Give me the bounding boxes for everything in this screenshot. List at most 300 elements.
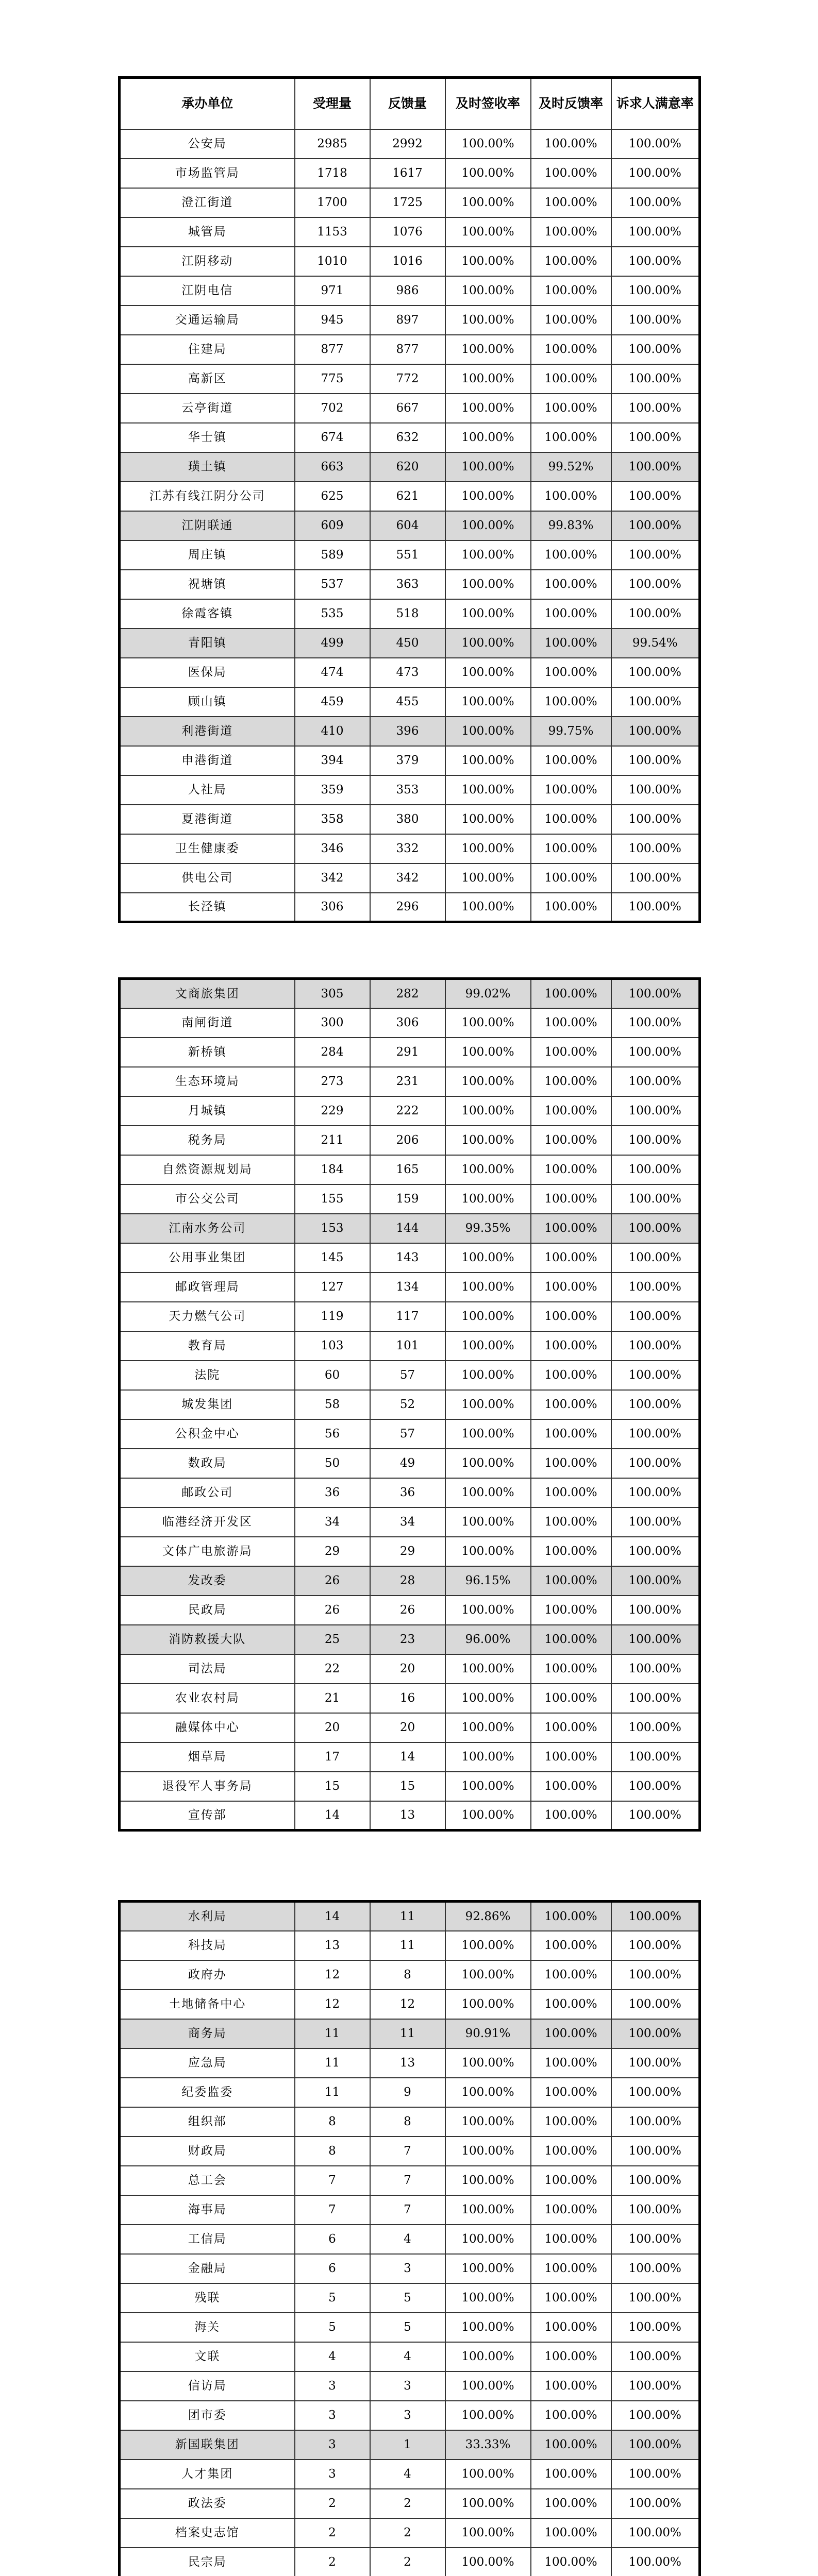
unit-name-cell: 组织部 — [120, 2107, 295, 2137]
unit-name-cell: 市公交公司 — [120, 1184, 295, 1214]
unit-name-cell: 市场监管局 — [120, 159, 295, 188]
value-cell-fb: 632 — [370, 423, 445, 452]
value-cell-sign: 100.00% — [445, 746, 531, 775]
value-cell-fbr: 100.00% — [531, 2048, 611, 2078]
value-cell-sign: 100.00% — [445, 863, 531, 893]
value-cell-sat: 100.00% — [611, 2489, 700, 2518]
value-cell-acc: 103 — [295, 1331, 370, 1361]
value-cell-sign: 100.00% — [445, 658, 531, 687]
unit-name-cell: 邮政公司 — [120, 1478, 295, 1507]
value-cell-sign: 33.33% — [445, 2430, 531, 2460]
value-cell-acc: 21 — [295, 1684, 370, 1713]
value-cell-acc: 273 — [295, 1067, 370, 1096]
table-row — [120, 1654, 700, 1684]
unit-name-cell: 文商旅集团 — [120, 979, 295, 1008]
value-cell-sat: 100.00% — [611, 599, 700, 629]
value-cell-acc: 306 — [295, 893, 370, 922]
value-cell-fb: 101 — [370, 1331, 445, 1361]
value-cell-acc: 1718 — [295, 159, 370, 188]
value-cell-fb: 620 — [370, 452, 445, 482]
table-row — [120, 1566, 700, 1596]
value-cell-fb: 551 — [370, 540, 445, 570]
value-cell-acc: 625 — [295, 482, 370, 511]
value-cell-sat: 100.00% — [611, 1772, 700, 1801]
value-cell-sat: 100.00% — [611, 805, 700, 834]
value-cell-sign: 100.00% — [445, 2137, 531, 2166]
value-cell-acc: 459 — [295, 687, 370, 717]
value-cell-sat: 100.00% — [611, 2107, 700, 2137]
value-cell-fb: 20 — [370, 1654, 445, 1684]
value-cell-fb: 379 — [370, 746, 445, 775]
value-cell-sign: 100.00% — [445, 2313, 531, 2342]
value-cell-fbr: 100.00% — [531, 2460, 611, 2489]
value-cell-sat: 100.00% — [611, 2195, 700, 2225]
value-cell-fbr: 100.00% — [531, 1243, 611, 1273]
table-row — [120, 805, 700, 834]
value-cell-fbr: 100.00% — [531, 540, 611, 570]
value-cell-sign: 100.00% — [445, 482, 531, 511]
value-cell-fbr: 100.00% — [531, 1801, 611, 1831]
value-cell-acc: 11 — [295, 2078, 370, 2107]
unit-name-cell: 海事局 — [120, 2195, 295, 2225]
value-cell-acc: 15 — [295, 1772, 370, 1801]
table-row — [120, 1478, 700, 1507]
value-cell-sat: 100.00% — [611, 452, 700, 482]
value-cell-sat: 100.00% — [611, 1302, 700, 1331]
table-row — [120, 2342, 700, 2371]
value-cell-sat: 100.00% — [611, 1243, 700, 1273]
value-cell-fbr: 100.00% — [531, 2518, 611, 2548]
value-cell-fbr: 100.00% — [531, 775, 611, 805]
value-cell-fbr: 100.00% — [531, 629, 611, 658]
value-cell-fb: 332 — [370, 834, 445, 863]
value-cell-acc: 56 — [295, 1419, 370, 1449]
value-cell-acc: 499 — [295, 629, 370, 658]
value-cell-sign: 100.00% — [445, 1713, 531, 1742]
value-cell-acc: 3 — [295, 2401, 370, 2430]
value-cell-acc: 1153 — [295, 217, 370, 247]
value-cell-fb: 2 — [370, 2548, 445, 2576]
value-cell-acc: 13 — [295, 1931, 370, 1960]
value-cell-fbr: 100.00% — [531, 217, 611, 247]
unit-name-cell: 长泾镇 — [120, 893, 295, 922]
value-cell-acc: 50 — [295, 1449, 370, 1478]
unit-name-cell: 卫生健康委 — [120, 834, 295, 863]
value-cell-sign: 100.00% — [445, 893, 531, 922]
value-cell-acc: 1700 — [295, 188, 370, 217]
value-cell-sign: 100.00% — [445, 1331, 531, 1361]
value-cell-acc: 26 — [295, 1596, 370, 1625]
value-cell-fbr: 100.00% — [531, 1742, 611, 1772]
unit-name-cell: 高新区 — [120, 364, 295, 394]
value-cell-sign: 100.00% — [445, 335, 531, 364]
value-cell-sat: 100.00% — [611, 2019, 700, 2048]
unit-name-cell: 农业农村局 — [120, 1684, 295, 1713]
value-cell-sign: 100.00% — [445, 2401, 531, 2430]
value-cell-sign: 100.00% — [445, 1742, 531, 1772]
value-cell-sign: 100.00% — [445, 2489, 531, 2518]
value-cell-sign: 100.00% — [445, 1096, 531, 1126]
value-cell-acc: 229 — [295, 1096, 370, 1126]
column-header: 反馈量 — [370, 78, 445, 129]
value-cell-sign: 100.00% — [445, 2195, 531, 2225]
table-row — [120, 717, 700, 746]
table-row — [120, 570, 700, 599]
value-cell-sign: 92.86% — [445, 1902, 531, 1931]
value-cell-sign: 100.00% — [445, 1302, 531, 1331]
table-row — [120, 2283, 700, 2313]
value-cell-fb: 12 — [370, 1990, 445, 2019]
table-row — [120, 1449, 700, 1478]
value-cell-acc: 127 — [295, 1273, 370, 1302]
table-row — [120, 1155, 700, 1184]
value-cell-acc: 14 — [295, 1801, 370, 1831]
value-cell-sat: 100.00% — [611, 1155, 700, 1184]
value-cell-fb: 2992 — [370, 129, 445, 159]
value-cell-fbr: 100.00% — [531, 1038, 611, 1067]
value-cell-sat: 100.00% — [611, 188, 700, 217]
value-cell-acc: 663 — [295, 452, 370, 482]
value-cell-acc: 60 — [295, 1361, 370, 1390]
table-row — [120, 1625, 700, 1654]
value-cell-sign: 99.35% — [445, 1214, 531, 1243]
value-cell-fb: 13 — [370, 1801, 445, 1831]
value-cell-fb: 3 — [370, 2401, 445, 2430]
unit-name-cell: 残联 — [120, 2283, 295, 2313]
value-cell-sign: 100.00% — [445, 306, 531, 335]
value-cell-sign: 100.00% — [445, 2254, 531, 2283]
value-cell-sat: 100.00% — [611, 658, 700, 687]
value-cell-fb: 3 — [370, 2371, 445, 2401]
value-cell-sign: 100.00% — [445, 834, 531, 863]
value-cell-fbr: 100.00% — [531, 805, 611, 834]
value-cell-acc: 119 — [295, 1302, 370, 1331]
value-cell-fb: 473 — [370, 658, 445, 687]
value-cell-fb: 353 — [370, 775, 445, 805]
value-cell-sign: 100.00% — [445, 687, 531, 717]
value-cell-fb: 8 — [370, 2107, 445, 2137]
value-cell-sign: 100.00% — [445, 2225, 531, 2254]
value-cell-fb: 206 — [370, 1126, 445, 1155]
value-cell-fb: 14 — [370, 1742, 445, 1772]
value-cell-sign: 100.00% — [445, 423, 531, 452]
value-cell-sign: 100.00% — [445, 1990, 531, 2019]
value-cell-sign: 100.00% — [445, 1449, 531, 1478]
unit-name-cell: 海关 — [120, 2313, 295, 2342]
unit-name-cell: 文联 — [120, 2342, 295, 2371]
table-row — [120, 2401, 700, 2430]
table-row — [120, 2048, 700, 2078]
value-cell-fbr: 100.00% — [531, 276, 611, 306]
value-cell-acc: 474 — [295, 658, 370, 687]
value-cell-fb: 2 — [370, 2518, 445, 2548]
table-row — [120, 1008, 700, 1038]
value-cell-sign: 100.00% — [445, 2048, 531, 2078]
value-cell-sat: 100.00% — [611, 1654, 700, 1684]
value-cell-fb: 11 — [370, 1931, 445, 1960]
value-cell-fb: 143 — [370, 1243, 445, 1273]
table-row — [120, 1067, 700, 1096]
value-cell-sat: 100.00% — [611, 2048, 700, 2078]
value-cell-fb: 23 — [370, 1625, 445, 1654]
value-cell-fb: 1 — [370, 2430, 445, 2460]
value-cell-sign: 100.00% — [445, 1008, 531, 1038]
unit-name-cell: 周庄镇 — [120, 540, 295, 570]
value-cell-sign: 100.00% — [445, 364, 531, 394]
value-cell-fbr: 100.00% — [531, 2107, 611, 2137]
value-cell-fbr: 100.00% — [531, 570, 611, 599]
value-cell-acc: 155 — [295, 1184, 370, 1214]
table-row — [120, 1507, 700, 1537]
unit-name-cell: 文体广电旅游局 — [120, 1537, 295, 1566]
unit-name-cell: 民政局 — [120, 1596, 295, 1625]
table-row — [120, 1273, 700, 1302]
value-cell-fbr: 100.00% — [531, 1390, 611, 1419]
value-cell-sat: 100.00% — [611, 746, 700, 775]
value-cell-fbr: 100.00% — [531, 2401, 611, 2430]
value-cell-sat: 100.00% — [611, 2460, 700, 2489]
value-cell-fbr: 100.00% — [531, 1507, 611, 1537]
value-cell-fb: 29 — [370, 1537, 445, 1566]
value-cell-fbr: 100.00% — [531, 1449, 611, 1478]
value-cell-sign: 100.00% — [445, 775, 531, 805]
value-cell-sat: 100.00% — [611, 2225, 700, 2254]
value-cell-sign: 96.00% — [445, 1625, 531, 1654]
value-cell-sign: 100.00% — [445, 1155, 531, 1184]
value-cell-fb: 450 — [370, 629, 445, 658]
value-cell-sign: 100.00% — [445, 1390, 531, 1419]
unit-name-cell: 商务局 — [120, 2019, 295, 2048]
value-cell-sat: 100.00% — [611, 1960, 700, 1990]
table-header-row — [120, 78, 700, 129]
value-cell-fb: 986 — [370, 276, 445, 306]
value-cell-acc: 284 — [295, 1038, 370, 1067]
value-cell-sign: 100.00% — [445, 1126, 531, 1155]
table-row — [120, 2518, 700, 2548]
value-cell-acc: 2 — [295, 2548, 370, 2576]
value-cell-fbr: 100.00% — [531, 687, 611, 717]
value-cell-fbr: 99.75% — [531, 717, 611, 746]
unit-name-cell: 青阳镇 — [120, 629, 295, 658]
value-cell-fbr: 100.00% — [531, 1184, 611, 1214]
value-cell-sat: 100.00% — [611, 775, 700, 805]
value-cell-sat: 100.00% — [611, 1684, 700, 1713]
value-cell-fb: 52 — [370, 1390, 445, 1419]
value-cell-fbr: 100.00% — [531, 306, 611, 335]
value-cell-acc: 8 — [295, 2137, 370, 2166]
value-cell-fbr: 100.00% — [531, 2313, 611, 2342]
table-row — [120, 394, 700, 423]
value-cell-fb: 4 — [370, 2342, 445, 2371]
value-cell-fb: 667 — [370, 394, 445, 423]
value-cell-acc: 17 — [295, 1742, 370, 1772]
value-cell-acc: 2 — [295, 2489, 370, 2518]
value-cell-fbr: 100.00% — [531, 1361, 611, 1390]
value-cell-fb: 117 — [370, 1302, 445, 1331]
value-cell-fb: 11 — [370, 1902, 445, 1931]
value-cell-acc: 25 — [295, 1625, 370, 1654]
value-cell-fbr: 100.00% — [531, 1096, 611, 1126]
value-cell-fbr: 100.00% — [531, 1155, 611, 1184]
value-cell-acc: 5 — [295, 2313, 370, 2342]
table-row — [120, 1990, 700, 2019]
value-cell-acc: 12 — [295, 1990, 370, 2019]
value-cell-acc: 6 — [295, 2254, 370, 2283]
value-cell-sat: 100.00% — [611, 2254, 700, 2283]
value-cell-acc: 3 — [295, 2430, 370, 2460]
unit-name-cell: 宣传部 — [120, 1801, 295, 1831]
value-cell-fbr: 100.00% — [531, 2195, 611, 2225]
value-cell-sign: 100.00% — [445, 540, 531, 570]
value-cell-fb: 34 — [370, 1507, 445, 1537]
value-cell-acc: 184 — [295, 1155, 370, 1184]
value-cell-sat: 100.00% — [611, 2078, 700, 2107]
value-cell-fbr: 100.00% — [531, 2078, 611, 2107]
data-table-group-2 — [118, 977, 701, 1832]
value-cell-sat: 100.00% — [611, 1990, 700, 2019]
value-cell-sat: 100.00% — [611, 2548, 700, 2576]
table-row — [120, 1902, 700, 1931]
table-row — [120, 188, 700, 217]
value-cell-acc: 702 — [295, 394, 370, 423]
value-cell-sign: 96.15% — [445, 1566, 531, 1596]
table-row — [120, 1302, 700, 1331]
unit-name-cell: 土地储备中心 — [120, 1990, 295, 2019]
value-cell-fb: 222 — [370, 1096, 445, 1126]
unit-name-cell: 纪委监委 — [120, 2078, 295, 2107]
value-cell-acc: 609 — [295, 511, 370, 540]
value-cell-sign: 100.00% — [445, 1801, 531, 1831]
value-cell-sat: 100.00% — [611, 394, 700, 423]
unit-name-cell: 公用事业集团 — [120, 1243, 295, 1273]
value-cell-sat: 100.00% — [611, 1742, 700, 1772]
value-cell-fbr: 100.00% — [531, 2342, 611, 2371]
unit-name-cell: 应急局 — [120, 2048, 295, 2078]
value-cell-acc: 3 — [295, 2460, 370, 2489]
value-cell-sign: 100.00% — [445, 511, 531, 540]
value-cell-fbr: 100.00% — [531, 658, 611, 687]
value-cell-acc: 6 — [295, 2225, 370, 2254]
unit-name-cell: 申港街道 — [120, 746, 295, 775]
value-cell-sat: 100.00% — [611, 129, 700, 159]
value-cell-sat: 100.00% — [611, 1184, 700, 1214]
value-cell-sat: 100.00% — [611, 2371, 700, 2401]
value-cell-fb: 16 — [370, 1684, 445, 1713]
value-cell-sat: 100.00% — [611, 1596, 700, 1625]
unit-name-cell: 祝塘镇 — [120, 570, 295, 599]
unit-name-cell: 工信局 — [120, 2225, 295, 2254]
value-cell-fb: 165 — [370, 1155, 445, 1184]
unit-name-cell: 水利局 — [120, 1902, 295, 1931]
value-cell-fb: 3 — [370, 2254, 445, 2283]
value-cell-sat: 100.00% — [611, 1214, 700, 1243]
value-cell-acc: 22 — [295, 1654, 370, 1684]
value-cell-sign: 100.00% — [445, 599, 531, 629]
value-cell-fb: 144 — [370, 1214, 445, 1243]
value-cell-sign: 99.02% — [445, 979, 531, 1008]
value-cell-fbr: 100.00% — [531, 1931, 611, 1960]
table-row — [120, 511, 700, 540]
value-cell-sat: 100.00% — [611, 1478, 700, 1507]
value-cell-sat: 100.00% — [611, 1625, 700, 1654]
value-cell-acc: 145 — [295, 1243, 370, 1273]
unit-name-cell: 华士镇 — [120, 423, 295, 452]
table-row — [120, 629, 700, 658]
value-cell-sign: 100.00% — [445, 188, 531, 217]
table-row — [120, 1361, 700, 1390]
value-cell-fb: 772 — [370, 364, 445, 394]
unit-name-cell: 金融局 — [120, 2254, 295, 2283]
unit-name-cell: 澄江街道 — [120, 188, 295, 217]
data-table-group-1 — [118, 76, 701, 923]
value-cell-acc: 358 — [295, 805, 370, 834]
value-cell-sat: 100.00% — [611, 1537, 700, 1566]
value-cell-sign: 100.00% — [445, 1273, 531, 1302]
value-cell-sign: 100.00% — [445, 1243, 531, 1273]
value-cell-fb: 363 — [370, 570, 445, 599]
unit-name-cell: 科技局 — [120, 1931, 295, 1960]
unit-name-cell: 政法委 — [120, 2489, 295, 2518]
value-cell-fbr: 100.00% — [531, 979, 611, 1008]
value-cell-sat: 100.00% — [611, 247, 700, 276]
unit-name-cell: 税务局 — [120, 1126, 295, 1155]
table-row — [120, 1537, 700, 1566]
value-cell-fb: 26 — [370, 1596, 445, 1625]
unit-name-cell: 公安局 — [120, 129, 295, 159]
value-cell-acc: 36 — [295, 1478, 370, 1507]
value-cell-fbr: 100.00% — [531, 129, 611, 159]
value-cell-acc: 211 — [295, 1126, 370, 1155]
value-cell-acc: 674 — [295, 423, 370, 452]
table-row — [120, 2166, 700, 2195]
table-row — [120, 658, 700, 687]
value-cell-fbr: 100.00% — [531, 1478, 611, 1507]
value-cell-sign: 100.00% — [445, 629, 531, 658]
value-cell-sign: 100.00% — [445, 2166, 531, 2195]
value-cell-fbr: 100.00% — [531, 2137, 611, 2166]
column-header: 受理量 — [295, 78, 370, 129]
unit-name-cell: 生态环境局 — [120, 1067, 295, 1096]
table-row — [120, 979, 700, 1008]
unit-name-cell: 江南水务公司 — [120, 1214, 295, 1243]
table-row — [120, 1772, 700, 1801]
value-cell-sign: 100.00% — [445, 1960, 531, 1990]
value-cell-acc: 5 — [295, 2283, 370, 2313]
table-row — [120, 247, 700, 276]
value-cell-fb: 1725 — [370, 188, 445, 217]
value-cell-sat: 100.00% — [611, 1419, 700, 1449]
value-cell-fbr: 100.00% — [531, 1273, 611, 1302]
value-cell-fb: 7 — [370, 2137, 445, 2166]
value-cell-fb: 9 — [370, 2078, 445, 2107]
value-cell-fb: 11 — [370, 2019, 445, 2048]
table-row — [120, 2107, 700, 2137]
unit-name-cell: 天力燃气公司 — [120, 1302, 295, 1331]
value-cell-sat: 100.00% — [611, 1566, 700, 1596]
unit-name-cell: 自然资源规划局 — [120, 1155, 295, 1184]
table-row — [120, 482, 700, 511]
value-cell-acc: 877 — [295, 335, 370, 364]
value-cell-fb: 49 — [370, 1449, 445, 1478]
table-row — [120, 775, 700, 805]
table-row — [120, 746, 700, 775]
value-cell-sat: 100.00% — [611, 1008, 700, 1038]
value-cell-fb: 159 — [370, 1184, 445, 1214]
value-cell-fb: 5 — [370, 2313, 445, 2342]
value-cell-acc: 29 — [295, 1537, 370, 1566]
unit-name-cell: 人才集团 — [120, 2460, 295, 2489]
value-cell-acc: 945 — [295, 306, 370, 335]
